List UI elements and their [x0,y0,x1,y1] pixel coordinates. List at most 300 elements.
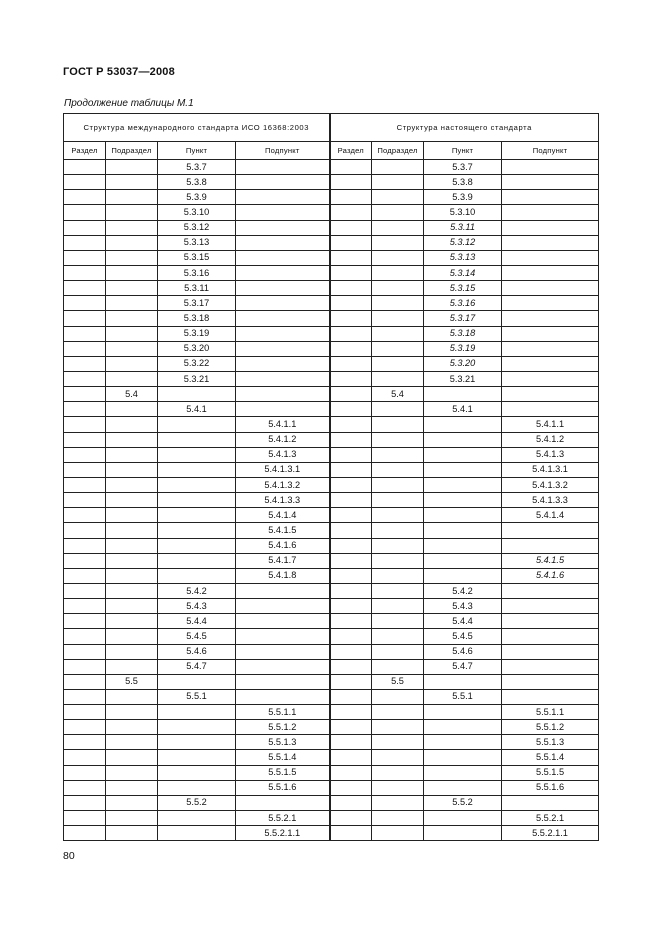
table-cell: 5.3.8 [424,175,502,190]
table-row [64,447,599,462]
table-row [64,780,599,795]
table-cell [236,265,330,280]
table-cell [158,568,236,583]
table-row [64,644,599,659]
table-cell: 5.5.1.1 [236,705,330,720]
table-cell [106,296,158,311]
table-cell [64,281,106,296]
table-cell [106,356,158,371]
table-cell [106,462,158,477]
table-cell: 5.5.1.4 [502,750,599,765]
table-cell: 5.3.8 [158,175,236,190]
table-cell [64,523,106,538]
table-cell [236,583,330,598]
table-cell: 5.3.18 [424,326,502,341]
table-cell: 5.4.5 [424,629,502,644]
table-cell [372,205,424,220]
table-row [64,583,599,598]
table-cell [158,538,236,553]
table-cell: 5.3.11 [424,220,502,235]
table-cell [372,281,424,296]
table-group-header-row [64,114,599,142]
table-cell [502,629,599,644]
table-cell: 5.4.1.5 [502,553,599,568]
table-cell [372,599,424,614]
table-cell: 5.4.6 [424,644,502,659]
table-cell [106,659,158,674]
table-cell [330,826,372,841]
table-cell [372,432,424,447]
table-cell [502,311,599,326]
table-cell [372,235,424,250]
table-cell [502,371,599,386]
table-cell [372,735,424,750]
table-cell [424,735,502,750]
table-cell [330,795,372,810]
table-row [64,659,599,674]
table-row [64,750,599,765]
table-cell [236,311,330,326]
table-cell [158,811,236,826]
table-cell [330,811,372,826]
table-cell [502,160,599,175]
table-cell [372,538,424,553]
table-row [64,795,599,810]
table-cell [330,523,372,538]
table-cell [424,568,502,583]
table-cell: 5.5 [106,674,158,689]
page-number: 80 [63,850,75,862]
table-cell [330,477,372,492]
table-cell: 5.5.1.6 [502,780,599,795]
table-cell [372,583,424,598]
table-cell [158,387,236,402]
table-cell: 5.4.1.7 [236,553,330,568]
table-cell: 5.4.1.3.2 [236,477,330,492]
table-cell [502,175,599,190]
table-row [64,356,599,371]
table-cell [502,674,599,689]
table-cell [372,750,424,765]
table-cell [502,659,599,674]
table-cell [106,750,158,765]
table-cell [106,311,158,326]
table-cell: 5.3.20 [158,341,236,356]
table-cell: 5.4.1.6 [236,538,330,553]
table-row [64,432,599,447]
table-row [64,508,599,523]
table-row [64,553,599,568]
table-cell [372,326,424,341]
table-cell: 5.3.16 [424,296,502,311]
table-row [64,493,599,508]
table-cell [64,326,106,341]
table-cell [158,462,236,477]
table-cell [106,568,158,583]
table-cell [236,674,330,689]
table-cell [372,795,424,810]
column-header: Подпункт [502,142,599,160]
table-cell [330,341,372,356]
table-cell: 5.4 [106,387,158,402]
table-cell: 5.4.4 [158,614,236,629]
table-row [64,765,599,780]
table-cell [64,417,106,432]
table-cell [106,250,158,265]
table-cell [64,265,106,280]
table-cell [106,765,158,780]
table-cell [106,720,158,735]
table-cell [330,250,372,265]
table-cell [106,735,158,750]
table-cell [236,644,330,659]
table-cell [64,190,106,205]
table-row [64,281,599,296]
table-row [64,205,599,220]
table-cell [330,281,372,296]
table-cell [424,477,502,492]
table-cell [64,735,106,750]
table-cell [330,326,372,341]
table-cell [502,387,599,402]
table-cell: 5.4.1 [158,402,236,417]
table-cell [106,160,158,175]
table-cell [502,795,599,810]
table-cell: 5.4.1.3.1 [502,462,599,477]
group-header-international: Структура международного стандарта ИСО 16368:2003 [64,114,330,142]
table-row [64,462,599,477]
table-cell [158,735,236,750]
table-cell: 5.5.2.1.1 [236,826,330,841]
table-cell [158,674,236,689]
table-cell: 5.4.1.3.2 [502,477,599,492]
table-cell [236,190,330,205]
table-cell [502,205,599,220]
table-cell [106,811,158,826]
table-cell [64,508,106,523]
table-cell [424,523,502,538]
table-cell: 5.4.6 [158,644,236,659]
table-cell: 5.3.15 [424,281,502,296]
table-cell [502,190,599,205]
table-cell [372,477,424,492]
table-caption: Продолжение таблицы М.1 [64,98,194,109]
table-cell [106,220,158,235]
table-cell [64,568,106,583]
table-cell: 5.4.3 [424,599,502,614]
table-cell [330,750,372,765]
table-cell: 5.5.1.5 [502,765,599,780]
table-cell: 5.5.1.1 [502,705,599,720]
table-column-header-row [64,142,599,160]
table-cell [502,583,599,598]
column-header: Пункт [424,142,502,160]
table-cell [64,462,106,477]
table-cell [330,402,372,417]
table-cell [158,508,236,523]
table-row [64,477,599,492]
table-cell [502,599,599,614]
table-cell [158,705,236,720]
table-cell: 5.4.1.3 [502,447,599,462]
table-cell [106,493,158,508]
table-cell [502,235,599,250]
table-cell [236,250,330,265]
table-cell [64,432,106,447]
table-cell [502,644,599,659]
table-cell: 5.5.1.3 [502,735,599,750]
table-cell [372,160,424,175]
table-cell [236,614,330,629]
table-cell [64,750,106,765]
table-cell [502,220,599,235]
table-cell [424,432,502,447]
table-cell [330,674,372,689]
table-cell [330,447,372,462]
table-cell [64,644,106,659]
table-cell: 5.3.16 [158,265,236,280]
table-cell: 5.4.1.8 [236,568,330,583]
table-cell [424,705,502,720]
table-cell [502,250,599,265]
table-cell [330,265,372,280]
table-cell [64,811,106,826]
table-cell: 5.4.1.1 [502,417,599,432]
table-cell [502,265,599,280]
table-cell [236,599,330,614]
table-cell: 5.4.3 [158,599,236,614]
table-cell: 5.4.1.3 [236,447,330,462]
table-cell [158,432,236,447]
table-row [64,250,599,265]
table-cell [330,659,372,674]
table-cell [236,402,330,417]
table-row [64,523,599,538]
table-cell [330,462,372,477]
table-cell: 5.5.1.2 [236,720,330,735]
table-cell [330,735,372,750]
column-header: Раздел [64,142,106,160]
table-cell: 5.3.17 [158,296,236,311]
table-cell [158,750,236,765]
table-cell [236,175,330,190]
table-cell: 5.4.1.4 [236,508,330,523]
table-cell [64,402,106,417]
table-cell [372,614,424,629]
table-cell: 5.3.12 [158,220,236,235]
table-cell [424,765,502,780]
table-cell [372,356,424,371]
table-cell: 5.5.2.1.1 [502,826,599,841]
table-row [64,629,599,644]
table-cell: 5.4.1.2 [236,432,330,447]
table-cell [106,705,158,720]
table-cell [372,568,424,583]
table-cell [236,387,330,402]
table-cell [330,417,372,432]
table-cell: 5.4.1.3.3 [236,493,330,508]
table-cell [106,447,158,462]
column-header: Подраздел [106,142,158,160]
table-cell [330,720,372,735]
table-cell [236,281,330,296]
table-cell: 5.4.1.6 [502,568,599,583]
table-cell [64,826,106,841]
table-cell [424,417,502,432]
table-cell: 5.4.1.3.1 [236,462,330,477]
table-row [64,538,599,553]
table-cell [424,508,502,523]
table-row [64,387,599,402]
table-cell [106,614,158,629]
table-cell: 5.5.1.5 [236,765,330,780]
table-cell [330,599,372,614]
table-cell: 5.3.11 [158,281,236,296]
table-cell [236,629,330,644]
table-cell [64,599,106,614]
table-cell [330,205,372,220]
table-row [64,614,599,629]
table-cell [64,175,106,190]
table-row [64,371,599,386]
table-cell [106,538,158,553]
table-cell [64,387,106,402]
table-cell [372,175,424,190]
table-cell [64,296,106,311]
table-row [64,160,599,175]
column-header: Раздел [330,142,372,160]
table-cell [236,371,330,386]
table-cell [372,296,424,311]
table-cell [330,705,372,720]
table-cell [502,341,599,356]
column-header: Пункт [158,142,236,160]
table-cell [106,175,158,190]
table-cell: 5.5.1.3 [236,735,330,750]
table-cell: 5.5.1 [424,689,502,704]
table-cell [106,402,158,417]
table-cell [424,447,502,462]
table-row [64,735,599,750]
correspondence-table [63,113,599,841]
table-cell [372,659,424,674]
table-cell [106,417,158,432]
table-row [64,599,599,614]
table-cell [236,160,330,175]
table-cell [372,780,424,795]
table-cell: 5.4.1.4 [502,508,599,523]
table-cell [330,432,372,447]
table-cell [424,674,502,689]
table-cell: 5.3.13 [158,235,236,250]
table-cell [372,462,424,477]
group-header-national: Структура настоящего стандарта [330,114,599,142]
table-cell [372,720,424,735]
table-cell: 5.4.1.2 [502,432,599,447]
table-cell [236,795,330,810]
table-cell [106,341,158,356]
table-cell [502,296,599,311]
table-row [64,220,599,235]
table-cell: 5.4.2 [424,583,502,598]
table-cell [158,553,236,568]
table-cell [64,235,106,250]
table-cell [330,614,372,629]
table-cell [64,795,106,810]
table-cell: 5.3.17 [424,311,502,326]
table-cell [64,629,106,644]
table-cell: 5.5.2 [424,795,502,810]
table-row [64,175,599,190]
document-header: ГОСТ Р 53037—2008 [63,66,175,78]
table-cell [372,371,424,386]
table-cell [330,629,372,644]
table-cell: 5.3.22 [158,356,236,371]
table-cell [372,341,424,356]
table-cell [158,417,236,432]
table-cell [424,826,502,841]
table-cell: 5.3.9 [158,190,236,205]
table-row [64,402,599,417]
table-cell [330,644,372,659]
table-cell [330,553,372,568]
table-cell [372,250,424,265]
table-cell [64,689,106,704]
table-cell [502,402,599,417]
table-cell [158,493,236,508]
table-cell [64,780,106,795]
table-cell [502,523,599,538]
table-cell [502,689,599,704]
table-cell [330,190,372,205]
table-cell [372,311,424,326]
table-cell [106,432,158,447]
table-cell [502,326,599,341]
table-cell [372,523,424,538]
table-cell: 5.4.4 [424,614,502,629]
table-cell [236,235,330,250]
table-cell [106,629,158,644]
table-cell [106,780,158,795]
table-cell [424,780,502,795]
table-cell: 5.3.15 [158,250,236,265]
table-cell [64,659,106,674]
table-cell: 5.3.19 [158,326,236,341]
table-cell [424,387,502,402]
table-cell: 5.5 [372,674,424,689]
table-cell [64,371,106,386]
table-cell [106,826,158,841]
table-cell [158,447,236,462]
table-cell [64,356,106,371]
table-cell: 5.3.20 [424,356,502,371]
table-cell [424,538,502,553]
table-cell [372,190,424,205]
table-cell [330,538,372,553]
table-cell [372,629,424,644]
table-cell [64,538,106,553]
table-cell [64,250,106,265]
table-cell [64,705,106,720]
table-row [64,235,599,250]
table-cell [330,508,372,523]
table-cell [502,538,599,553]
table-cell [64,674,106,689]
table-cell [424,553,502,568]
table-cell [424,720,502,735]
table-cell [158,523,236,538]
table-cell [330,235,372,250]
